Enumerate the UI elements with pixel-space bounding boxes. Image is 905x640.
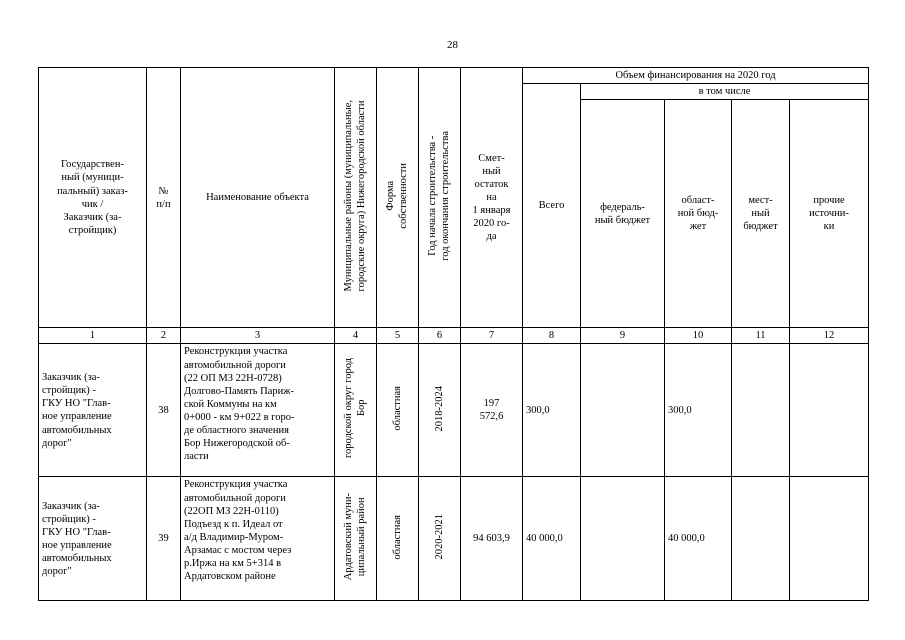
- header-object-name: Наименование объекта: [181, 68, 335, 328]
- header-including: в том числе: [581, 84, 869, 100]
- row-customer: Заказчик (за- стройщик) - ГКУ НО "Глав- ное управление автомобильных дорог": [39, 477, 147, 601]
- column-number: 1: [39, 328, 147, 344]
- column-number: 4: [335, 328, 377, 344]
- column-numbers-row: [39, 328, 869, 344]
- financing-table: [38, 67, 869, 601]
- header-districts: Муниципальные районы (муниципальные, городские округа) Нижегородской области: [335, 68, 377, 328]
- row-years: 2018-2024: [419, 344, 461, 477]
- row-number: 38: [147, 344, 181, 477]
- column-number: 9: [581, 328, 665, 344]
- header-customer: Государствен- ный (муници- пальный) заказ- чик / Заказчик (за- стройщик): [39, 68, 147, 328]
- header-estimate: Смет- ный остаток на 1 января 2020 го- да: [461, 68, 523, 328]
- row-customer: Заказчик (за- стройщик) - ГКУ НО "Глав- ное управление автомобильных дорог": [39, 344, 147, 477]
- row-federal: [581, 344, 665, 477]
- column-number: 12: [790, 328, 869, 344]
- header-federal: федераль- ный бюджет: [581, 100, 665, 328]
- header-total: Всего: [523, 84, 581, 328]
- column-number: 3: [181, 328, 335, 344]
- row-estimate: 197 572,6: [461, 344, 523, 477]
- header-financing: Объем финансирования на 2020 год: [523, 68, 869, 84]
- column-number: 2: [147, 328, 181, 344]
- row-other: [790, 344, 869, 477]
- row-local: [732, 344, 790, 477]
- table-row: [39, 344, 869, 477]
- header-local: мест- ный бюджет: [732, 100, 790, 328]
- row-years: 2020-2021: [419, 477, 461, 601]
- row-number: 39: [147, 477, 181, 601]
- row-ownership: областная: [377, 477, 419, 601]
- row-total: 300,0: [523, 344, 581, 477]
- header-ownership: Форма собственности: [377, 68, 419, 328]
- financing-table-container: [38, 67, 868, 595]
- row-regional: 300,0: [665, 344, 732, 477]
- row-local: [732, 477, 790, 601]
- column-number: 7: [461, 328, 523, 344]
- header-row-financing: [39, 68, 869, 84]
- header-other: прочие источни- ки: [790, 100, 869, 328]
- row-federal: [581, 477, 665, 601]
- header-regional: област- ной бюд- жет: [665, 100, 732, 328]
- column-number: 5: [377, 328, 419, 344]
- row-other: [790, 477, 869, 601]
- row-district: городской округ город Бор: [335, 344, 377, 477]
- row-regional: 40 000,0: [665, 477, 732, 601]
- row-total: 40 000,0: [523, 477, 581, 601]
- column-number: 10: [665, 328, 732, 344]
- page-number: 28: [447, 39, 458, 51]
- table-row: [39, 477, 869, 601]
- row-ownership: областная: [377, 344, 419, 477]
- row-object-name: Реконструкция участка автомобильной дороги (22 ОП МЗ 22Н-0728) Долгово-Память Париж- ской Коммуны на км 0+000 - км 9+022 в горо- де областного значения Бор Нижегородской об- ласти: [181, 344, 335, 477]
- row-object-name: Реконструкция участка автомобильной дороги (22ОП МЗ 22Н-0110) Подъезд к п. Идеал от а/д Владимир-Муром- Арзамас с мостом через р.Иржа на км 5+314 в Ардатовском районе: [181, 477, 335, 601]
- header-years: Год начала строительства - год окончания строительства: [419, 68, 461, 328]
- row-district: Ардатовский муни- ципальный район: [335, 477, 377, 601]
- column-number: 11: [732, 328, 790, 344]
- column-number: 6: [419, 328, 461, 344]
- column-number: 8: [523, 328, 581, 344]
- header-number: № п/п: [147, 68, 181, 328]
- row-estimate: 94 603,9: [461, 477, 523, 601]
